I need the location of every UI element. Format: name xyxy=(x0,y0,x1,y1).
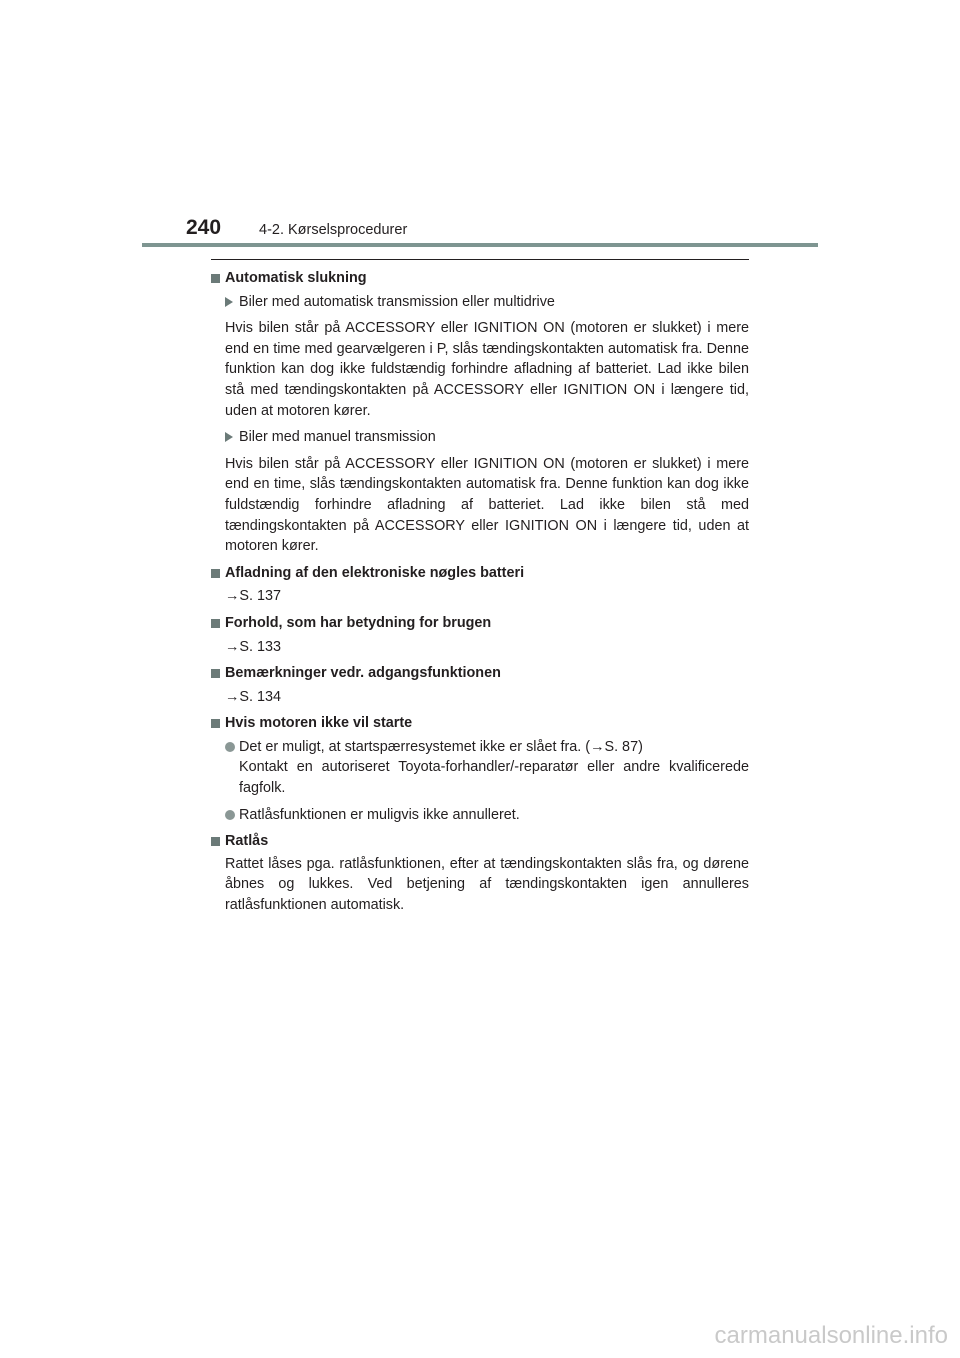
page-number: 240 xyxy=(186,216,222,239)
circle-bullet-icon xyxy=(225,742,235,752)
triangle-bullet-icon xyxy=(225,297,233,307)
section-title: Forhold, som har betydning for brugen xyxy=(225,614,492,631)
header-rule xyxy=(142,243,818,247)
section-conditions xyxy=(211,613,749,634)
section-title: Automatisk slukning xyxy=(225,270,367,286)
paragraph: Hvis bilen står på ACCESSORY eller IGNITION ON (motoren er slukket) i mere end en time, slås tændingskontakten automatisk fra. Denne funktion kan dog ikke fuldstændig forhindre afladning af batteriet. Lad ikke bilen stå med tændingskontakten på ACCESSORY eller IGNITION ON i længere tid, uden at motoren kører. xyxy=(225,455,749,555)
page-reference: →S. 134 xyxy=(225,688,281,705)
bullet-text: Det er muligt, at startspærresystemet ikke er slået fra. (→S. 87) xyxy=(239,738,643,755)
section-key-battery xyxy=(211,563,749,584)
watermark: carmanualsonline.info xyxy=(714,1322,948,1349)
page-reference: →S. 137 xyxy=(225,588,281,605)
paragraph: Rattet låses pga. ratlåsfunktionen, efter at tændingskontakten slås fra, og dørene åbnes og lukkes. Ved betjening af tændingskontakten igen annulleres ratlåsfunktionen automatisk. xyxy=(225,855,749,914)
section-access-notes xyxy=(211,663,749,684)
square-bullet-icon xyxy=(211,669,220,678)
triangle-bullet-icon xyxy=(225,432,233,442)
section-steering-lock xyxy=(211,831,749,852)
square-bullet-icon xyxy=(211,274,220,283)
bullet-item xyxy=(225,805,749,826)
paragraph: Hvis bilen står på ACCESSORY eller IGNITION ON (motoren er slukket) i mere end en time med gearvælgeren i P, slås tændingskontakten automatisk fra. Denne funktion kan dog ikke fuldstændig forhindre afladning af batteriet. Lad ikke bilen stå med tændingskontakten på ACCESSORY eller IGNITION ON i længere tid, uden at motoren kører. xyxy=(225,320,749,419)
subsection-manual xyxy=(225,427,749,448)
page-reference: →S. 133 xyxy=(225,638,281,655)
section-title: Afladning af den elektroniske nøgles batteri xyxy=(225,564,525,581)
section-heading: 4-2. Kørselsprocedurer xyxy=(259,222,408,238)
subsection-automatic xyxy=(225,292,749,313)
content-rule xyxy=(211,259,749,260)
bullet-text: Ratlåsfunktionen er muligvis ikke annulleret. xyxy=(239,806,520,823)
square-bullet-icon xyxy=(211,569,220,578)
square-bullet-icon xyxy=(211,837,220,846)
section-title: Ratlås xyxy=(225,833,269,850)
bullet-item xyxy=(225,737,749,799)
section-engine-no-start xyxy=(211,713,749,734)
subsection-label: Biler med manuel transmission xyxy=(239,429,436,446)
page-content xyxy=(211,268,749,916)
section-automatic-shutoff xyxy=(211,268,749,289)
square-bullet-icon xyxy=(211,619,220,628)
section-title: Hvis motoren ikke vil starte xyxy=(225,715,413,732)
section-title: Bemærkninger vedr. adgangsfunktionen xyxy=(225,665,501,682)
circle-bullet-icon xyxy=(225,810,235,820)
square-bullet-icon xyxy=(211,719,220,728)
bullet-text: Kontakt en autoriseret Toyota-forhandler/-reparatør eller andre kvalificerede fagfolk. xyxy=(239,759,749,797)
subsection-label: Biler med automatisk transmission eller multidrive xyxy=(239,293,555,310)
